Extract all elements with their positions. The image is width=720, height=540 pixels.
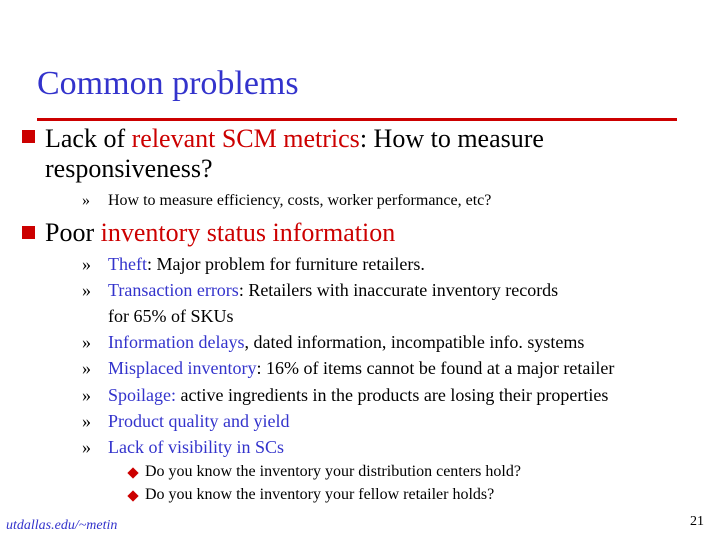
list-item-highlight: Spoilage:: [108, 385, 176, 405]
list-item-highlight: Misplaced inventory: [108, 358, 257, 378]
sub-marker: »: [82, 254, 91, 274]
title-underline: [37, 118, 677, 121]
list-item: [82, 355, 614, 381]
bullet-1-sub-text: How to measure efficiency, costs, worker performance, etc?: [108, 192, 492, 209]
bullet-2-highlight: inventory status information: [100, 218, 396, 247]
bullet-2: [45, 218, 395, 248]
bullet-1-line-2: responsiveness?: [45, 154, 213, 183]
square-bullet-icon: [22, 226, 35, 239]
list-item-text: , dated information, incompatible info. systems: [244, 332, 585, 352]
list-item-highlight: Product quality and yield: [108, 411, 290, 431]
bullet-1-prefix: Lack of: [45, 124, 132, 153]
slide-title: Common problems: [37, 65, 299, 102]
sub-marker: »: [82, 411, 91, 431]
list-item-highlight: Transaction errors: [108, 280, 239, 300]
sub-marker: »: [82, 192, 90, 209]
sub-marker: »: [82, 358, 91, 378]
list-item-text: : Major problem for furniture retailers.: [146, 254, 425, 274]
list-item: [82, 382, 608, 408]
list-item-text: : 16% of items cannot be found at a major retailer: [256, 358, 615, 378]
diamond-bullet-icon: [127, 490, 138, 501]
sub-marker: »: [82, 332, 91, 352]
list-item: [82, 434, 284, 460]
diamond-bullet-icon: [127, 467, 138, 478]
sub-sub-item: Do you know the inventory your distribution centers hold?: [145, 463, 521, 480]
footer-url: utdallas.edu/~metin: [6, 518, 118, 533]
list-item-highlight: Theft: [108, 254, 147, 274]
sub-sub-item: Do you know the inventory your fellow retailer holds?: [145, 486, 495, 503]
list-item-text: active ingredients in the products are losing their properties: [176, 385, 609, 405]
sub-marker: »: [82, 280, 91, 300]
list-item: [82, 251, 425, 277]
list-item-continuation: for 65% of SKUs: [108, 306, 234, 326]
list-item-highlight: Information delays: [108, 332, 245, 352]
bullet-1-highlight: relevant SCM metrics: [131, 124, 360, 153]
list-item: [82, 277, 558, 303]
bullet-1: [45, 124, 544, 154]
bullet-1-sub: [82, 188, 491, 214]
sub-marker: »: [82, 437, 91, 457]
list-item-highlight: Lack of visibility in SCs: [108, 437, 285, 457]
bullet-1-suffix: : How to measure: [359, 124, 544, 153]
list-item: [82, 329, 584, 355]
square-bullet-icon: [22, 130, 35, 143]
bullet-2-prefix: Poor: [45, 218, 101, 247]
page-number: 21: [690, 514, 704, 529]
list-item-text: : Retailers with inaccurate inventory records: [238, 280, 559, 300]
sub-marker: »: [82, 385, 91, 405]
list-item: [82, 408, 289, 434]
